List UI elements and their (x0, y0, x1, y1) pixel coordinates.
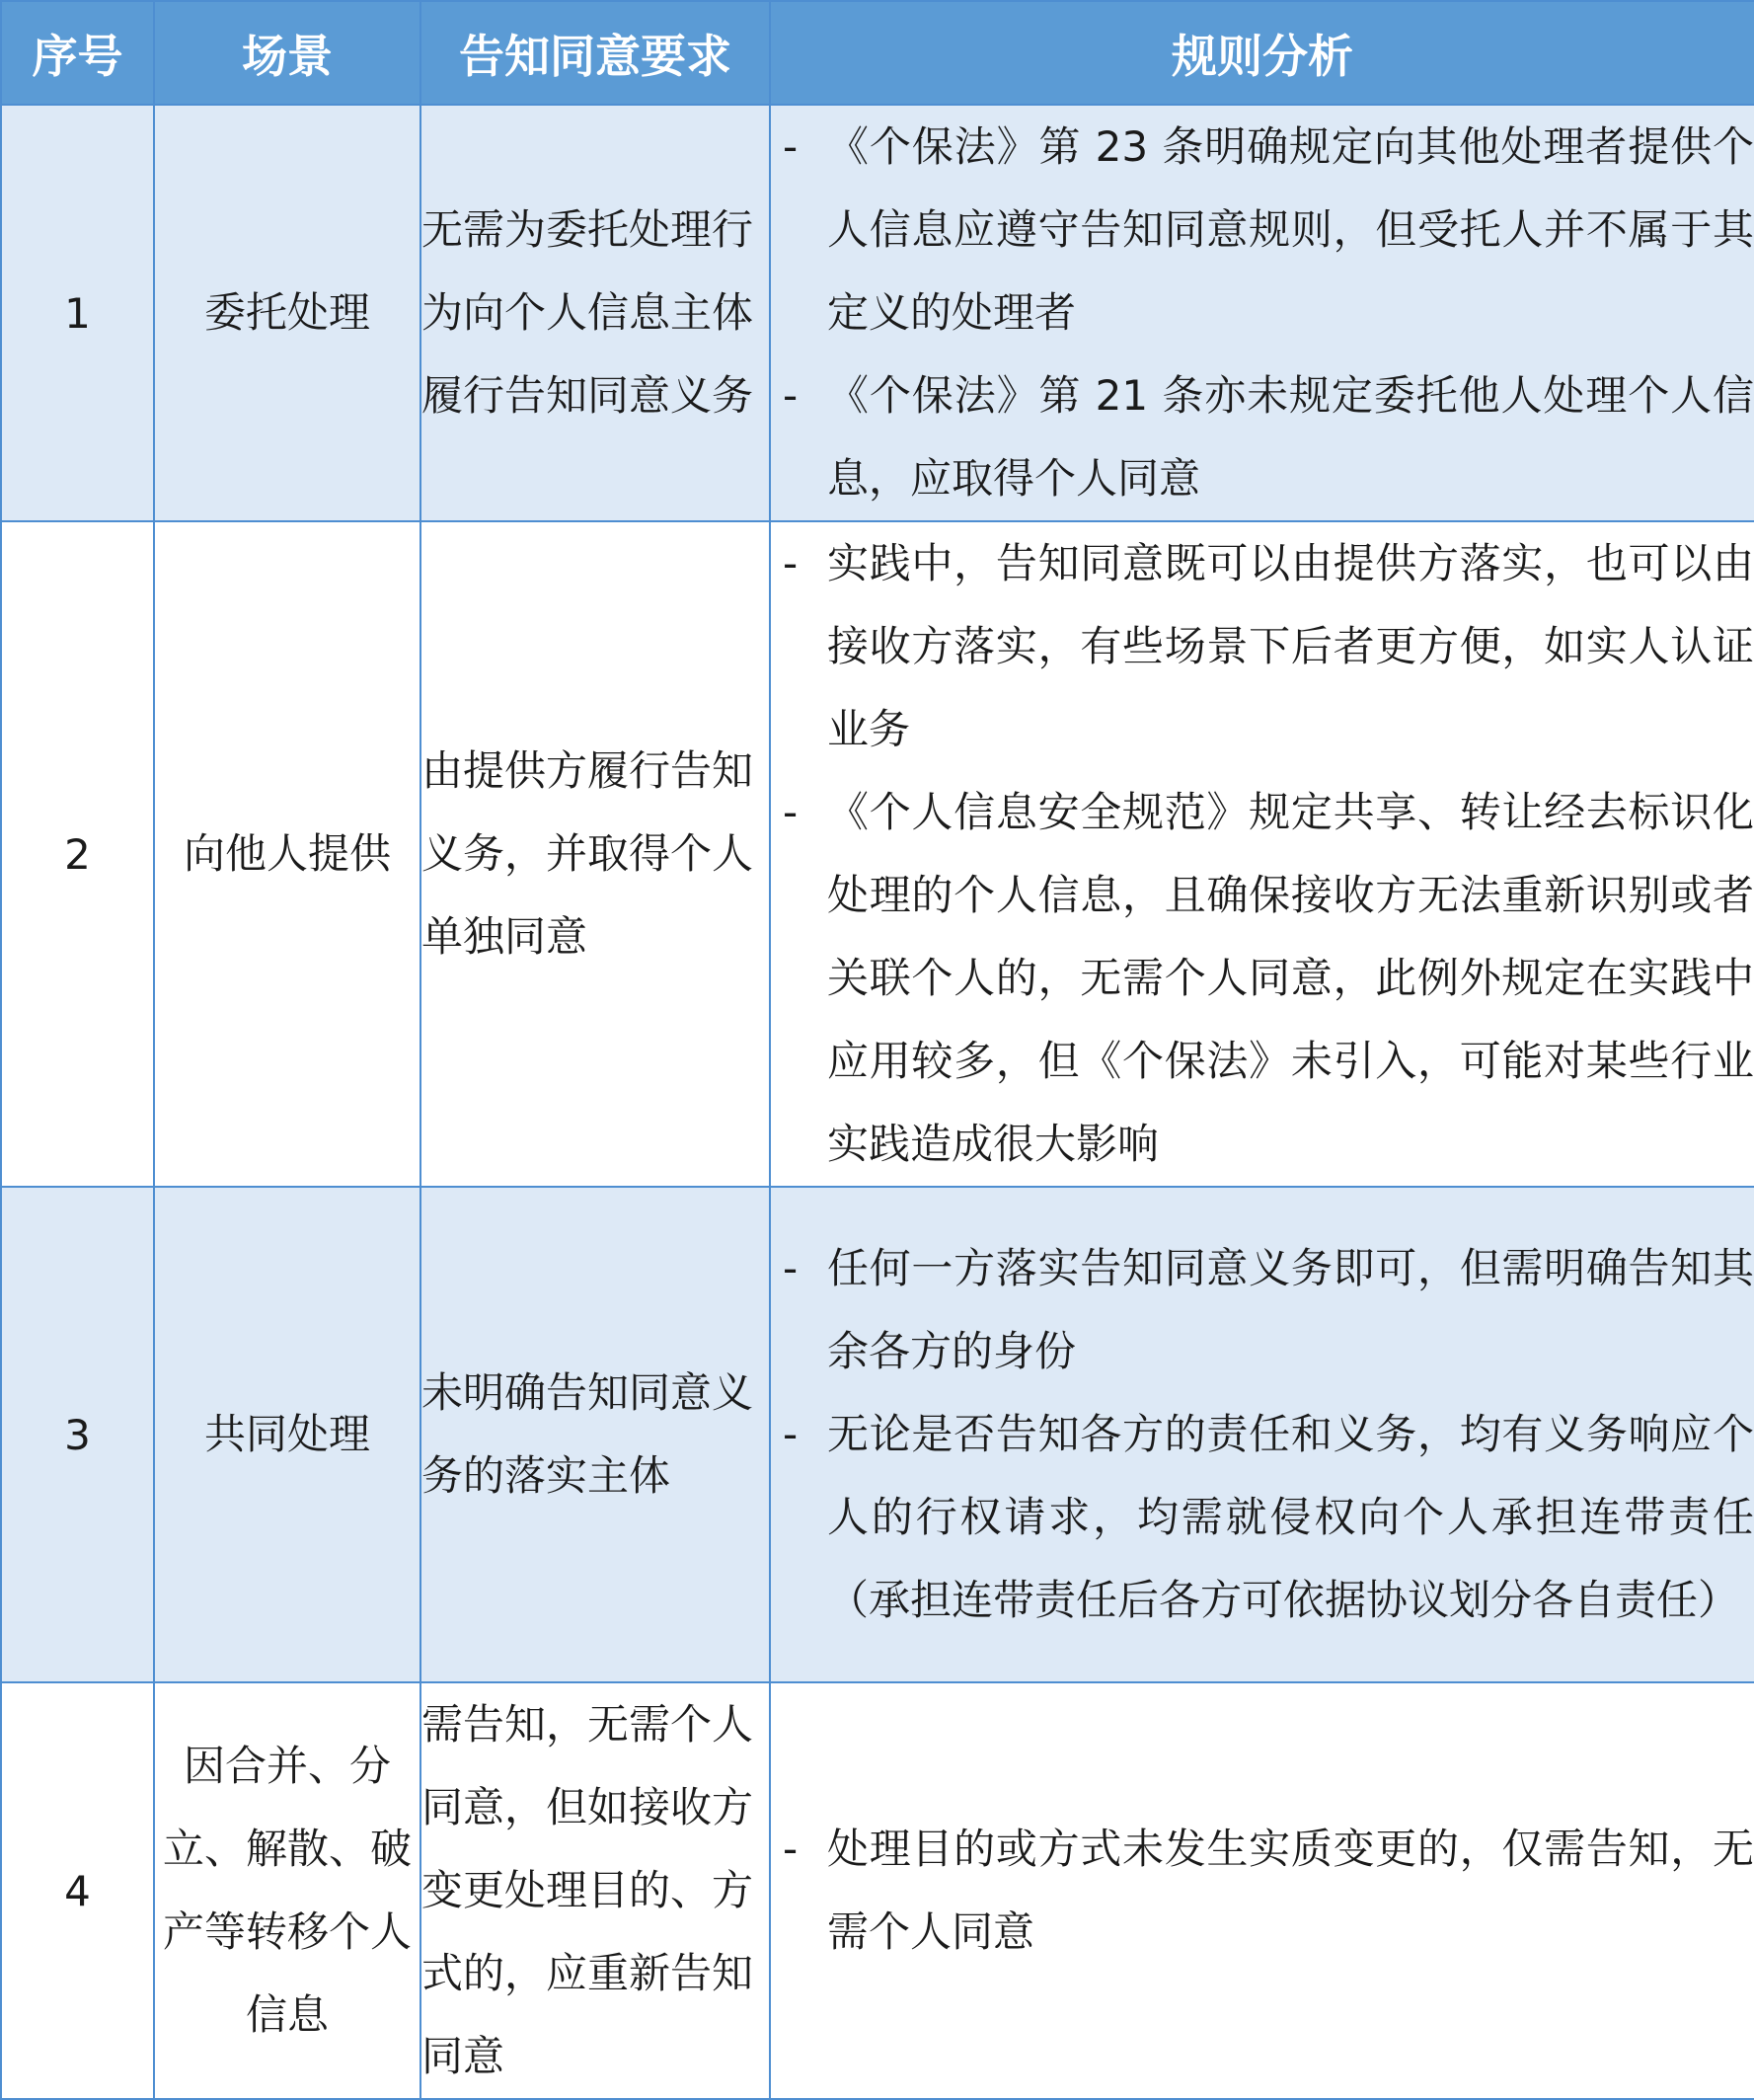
row-number: 3 (1, 1187, 154, 1682)
analysis-text: 任何一方落实告知同意义务即可，但需明确告知其余各方的身份 (827, 1244, 1754, 1375)
table-row-4 (1, 1682, 1754, 2099)
analysis-item: - 无论是否告知各方的责任和义务，均有义务响应个人的行权请求，均需就侵权向个人承担连带责任（承担连带责任后各方可依据协议划分各自责任） (783, 1410, 1754, 1624)
row-scene: 因合并、分立、解散、破产等转移个人信息 (154, 1682, 420, 2099)
row-requirement: 需告知，无需个人同意，但如接收方变更处理目的、方式的，应重新告知同意 (420, 1682, 770, 2099)
header-requirement: 告知同意要求 (420, 1, 770, 105)
table-row-3 (1, 1187, 1754, 1682)
analysis-text: 实践中，告知同意既可以由提供方落实，也可以由接收方落实，有些场景下后者更方便，如实人认证业务 (827, 539, 1754, 753)
row-number: 2 (1, 521, 154, 1187)
row-scene: 委托处理 (154, 105, 420, 521)
analysis-item: - 任何一方落实告知同意义务即可，但需明确告知其余各方的身份 (783, 1244, 1754, 1375)
row-analysis (770, 521, 1754, 1187)
header-row (1, 1, 1754, 105)
analysis-item: - 《个保法》第 21 条亦未规定委托他人处理个人信息，应取得个人同意 (783, 371, 1754, 503)
row-requirement: 由提供方履行告知义务，并取得个人单独同意 (420, 521, 770, 1187)
header-analysis: 规则分析 (770, 1, 1754, 105)
row-number: 4 (1, 1682, 154, 2099)
analysis-text: 《个保法》第 23 条明确规定向其他处理者提供个人信息应遵守告知同意规则，但受托人并不属于其定义的处理者 (827, 122, 1754, 337)
table-row-2 (1, 521, 1754, 1187)
analysis-text: 《个保法》第 21 条亦未规定委托他人处理个人信息，应取得个人同意 (827, 371, 1754, 503)
row-requirement: 未明确告知同意义务的落实主体 (420, 1187, 770, 1682)
analysis-item: - 实践中，告知同意既可以由提供方落实，也可以由接收方落实，有些场景下后者更方便，如实人认证业务 (783, 539, 1754, 753)
analysis-item: - 《个保法》第 23 条明确规定向其他处理者提供个人信息应遵守告知同意规则，但受托人并不属于其定义的处理者 (783, 122, 1754, 337)
header-scene: 场景 (154, 1, 420, 105)
row-requirement: 无需为委托处理行为向个人信息主体履行告知同意义务 (420, 105, 770, 521)
analysis-item: - 处理目的或方式未发生实质变更的，仅需告知，无需个人同意 (783, 1825, 1754, 1956)
analysis-item: - 《个人信息安全规范》规定共享、转让经去标识化处理的个人信息，且确保接收方无法重新识别或者关联个人的，无需个人同意，此例外规定在实践中应用较多，但《个保法》未引入，可能对某些行业实践造成很大影响 (783, 788, 1754, 1168)
row-number: 1 (1, 105, 154, 521)
row-scene: 向他人提供 (154, 521, 420, 1187)
analysis-text: 《个人信息安全规范》规定共享、转让经去标识化处理的个人信息，且确保接收方无法重新识别或者关联个人的，无需个人同意，此例外规定在实践中应用较多，但《个保法》未引入，可能对某些行业实践造成很大影响 (827, 788, 1754, 1168)
row-analysis (770, 1187, 1754, 1682)
analysis-text: 处理目的或方式未发生实质变更的，仅需告知，无需个人同意 (827, 1825, 1754, 1956)
header-number: 序号 (1, 1, 154, 105)
row-analysis (770, 1682, 1754, 2099)
row-analysis (770, 105, 1754, 521)
row-scene: 共同处理 (154, 1187, 420, 1682)
table-row-1 (1, 105, 1754, 521)
analysis-text: 无论是否告知各方的责任和义务，均有义务响应个人的行权请求，均需就侵权向个人承担连带责任（承担连带责任后各方可依据协议划分各自责任） (827, 1410, 1754, 1624)
